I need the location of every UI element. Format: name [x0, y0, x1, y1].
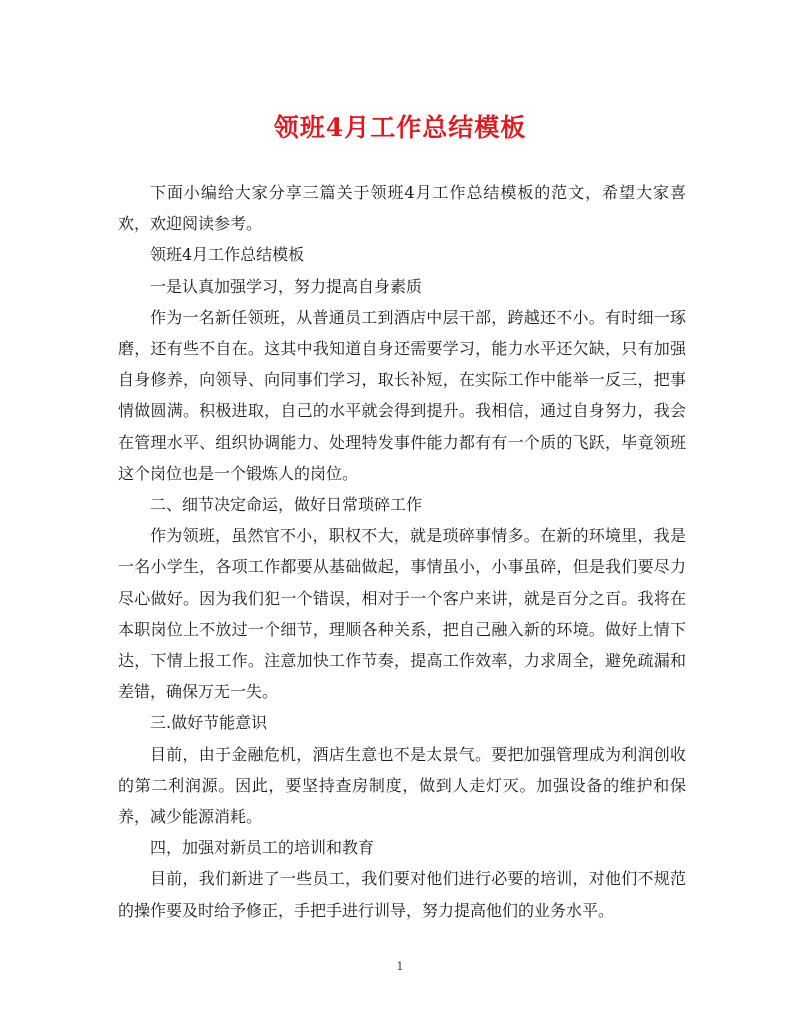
subheading-3: 三.做好节能意识: [150, 713, 268, 733]
subheading-4: 四，加强对新员工的培训和教育: [150, 838, 375, 858]
body-paragraph-2: 作为领班，虽然官不小，职权不大，就是琐碎事情多。在新的环境里，我是一名小学生，各项工作都要从基础做起，事情虽小，小事虽碎，但是我们要尽力尽心做好。因为我们犯一个错误，相对于一个客户来讲，就是百分之百。我将在本职岗位上不放过一个细节，理顺各种关系，把自己融入新的环境。做好上情下达，下情上报工作。注意加快工作节奏，提高工作效率，力求周全，避免疏漏和差错，确保万无一失。: [118, 526, 686, 702]
page-number: 1: [396, 960, 404, 973]
subheading-2: 二、细节决定命运，做好日常琐碎工作: [150, 495, 423, 515]
body-paragraph-1: 作为一名新任领班，从普通员工到酒店中层干部，跨越还不小。有时细一琢磨，还有些不自在。这其中我知道自身还需要学习，能力水平还欠缺，只有加强自身修养，向领导、向同事们学习，取长补短，在实际工作中能举一反三，把事情做圆满。积极进取，自己的水平就会得到提升。我相信，通过自身努力，我会在管理水平、组织协调能力、处理特发事件能力都有有一个质的飞跃，毕竟领班这个岗位也是一个锻炼人的岗位。: [118, 307, 686, 483]
document-body: [118, 177, 686, 926]
body-paragraph-4: 目前，我们新进了一些员工，我们要对他们进行必要的培训，对他们不规范的操作要及时给予修正，手把手进行训导，努力提高他们的业务水平。: [118, 869, 686, 920]
intro-paragraph: 下面小编给大家分享三篇关于领班4月工作总结模板的范文，希望大家喜欢，欢迎阅读参考。: [118, 183, 686, 234]
document-title: 领班4月工作总结模板: [273, 113, 527, 142]
subheading-1: 一是认真加强学习，努力提高自身素质: [150, 276, 423, 296]
body-paragraph-3: 目前，由于金融危机，酒店生意也不是太景气。要把加强管理成为利润创收的第二利润源。因此，要坚持查房制度，做到人走灯灭。加强设备的维护和保养，减少能源消耗。: [118, 744, 686, 827]
section-heading: 领班4月工作总结模板: [150, 245, 305, 265]
